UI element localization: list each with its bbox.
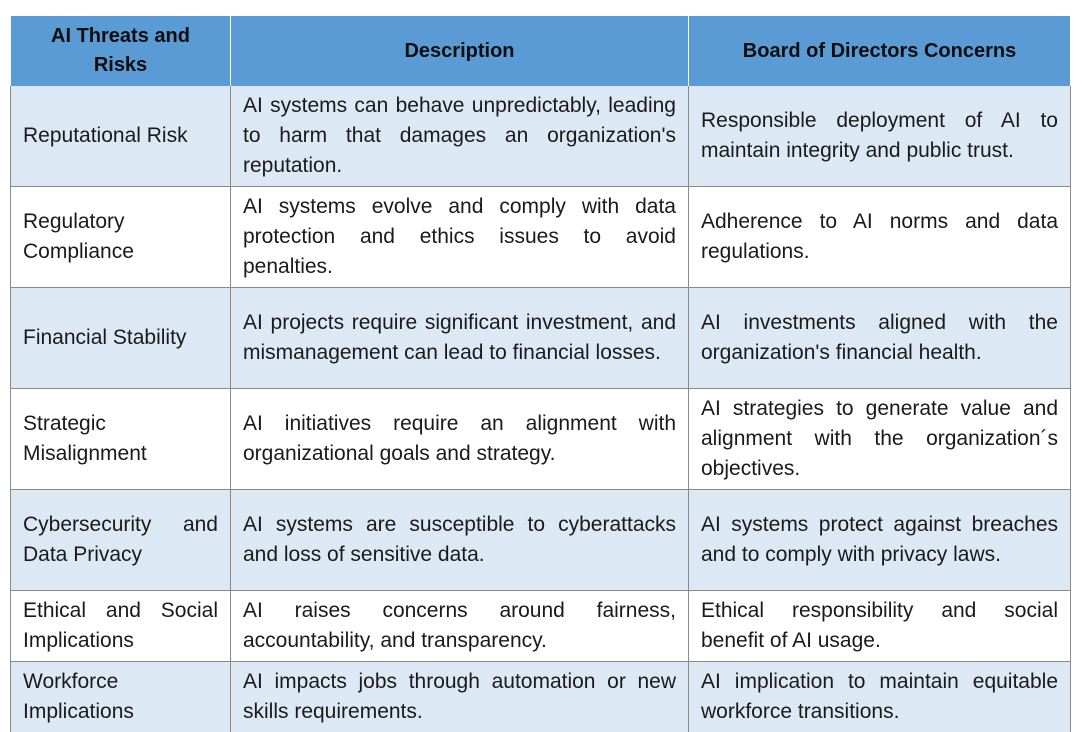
header-threats: AI Threats and Risks bbox=[11, 16, 231, 86]
description-cell: AI systems can behave unpredictably, leading to harm that damages an organization's reputation. bbox=[231, 86, 689, 187]
description-cell: AI systems are susceptible to cyberattacks and loss of sensitive data. bbox=[231, 490, 689, 591]
threat-cell: Reputational Risk bbox=[11, 86, 231, 187]
concern-cell: AI investments aligned with the organization's financial health. bbox=[689, 288, 1071, 389]
ai-risks-table bbox=[10, 16, 1071, 732]
table-row bbox=[11, 591, 1071, 662]
threat-cell: Ethical and Social Implications bbox=[11, 591, 231, 662]
concern-cell: Ethical responsibility and social benefit of AI usage. bbox=[689, 591, 1071, 662]
table-row bbox=[11, 288, 1071, 389]
table-row bbox=[11, 389, 1071, 490]
concern-cell: Responsible deployment of AI to maintain integrity and public trust. bbox=[689, 86, 1071, 187]
table-header-row bbox=[11, 16, 1071, 86]
ai-risks-table-container bbox=[10, 16, 1070, 732]
header-description: Description bbox=[231, 16, 689, 86]
description-cell: AI projects require significant investment, and mismanagement can lead to financial losses. bbox=[231, 288, 689, 389]
description-cell: AI systems evolve and comply with data protection and ethics issues to avoid penalties. bbox=[231, 187, 689, 288]
table-row bbox=[11, 490, 1071, 591]
table-row bbox=[11, 662, 1071, 732]
threat-cell: Strategic Misalignment bbox=[11, 389, 231, 490]
table-row bbox=[11, 187, 1071, 288]
description-cell: AI impacts jobs through automation or new skills requirements. bbox=[231, 662, 689, 732]
threat-cell: Regulatory Compliance bbox=[11, 187, 231, 288]
concern-cell: AI implication to maintain equitable workforce transitions. bbox=[689, 662, 1071, 732]
description-cell: AI initiatives require an alignment with organizational goals and strategy. bbox=[231, 389, 689, 490]
threat-cell: Cybersecurity and Data Privacy bbox=[11, 490, 231, 591]
description-cell: AI raises concerns around fairness, accountability, and transparency. bbox=[231, 591, 689, 662]
table-row bbox=[11, 86, 1071, 187]
header-board-concerns: Board of Directors Concerns bbox=[689, 16, 1071, 86]
concern-cell: AI strategies to generate value and alignment with the organization´s objectives. bbox=[689, 389, 1071, 490]
concern-cell: AI systems protect against breaches and to comply with privacy laws. bbox=[689, 490, 1071, 591]
threat-cell: Financial Stability bbox=[11, 288, 231, 389]
concern-cell: Adherence to AI norms and data regulations. bbox=[689, 187, 1071, 288]
threat-cell: Workforce Implications bbox=[11, 662, 231, 732]
